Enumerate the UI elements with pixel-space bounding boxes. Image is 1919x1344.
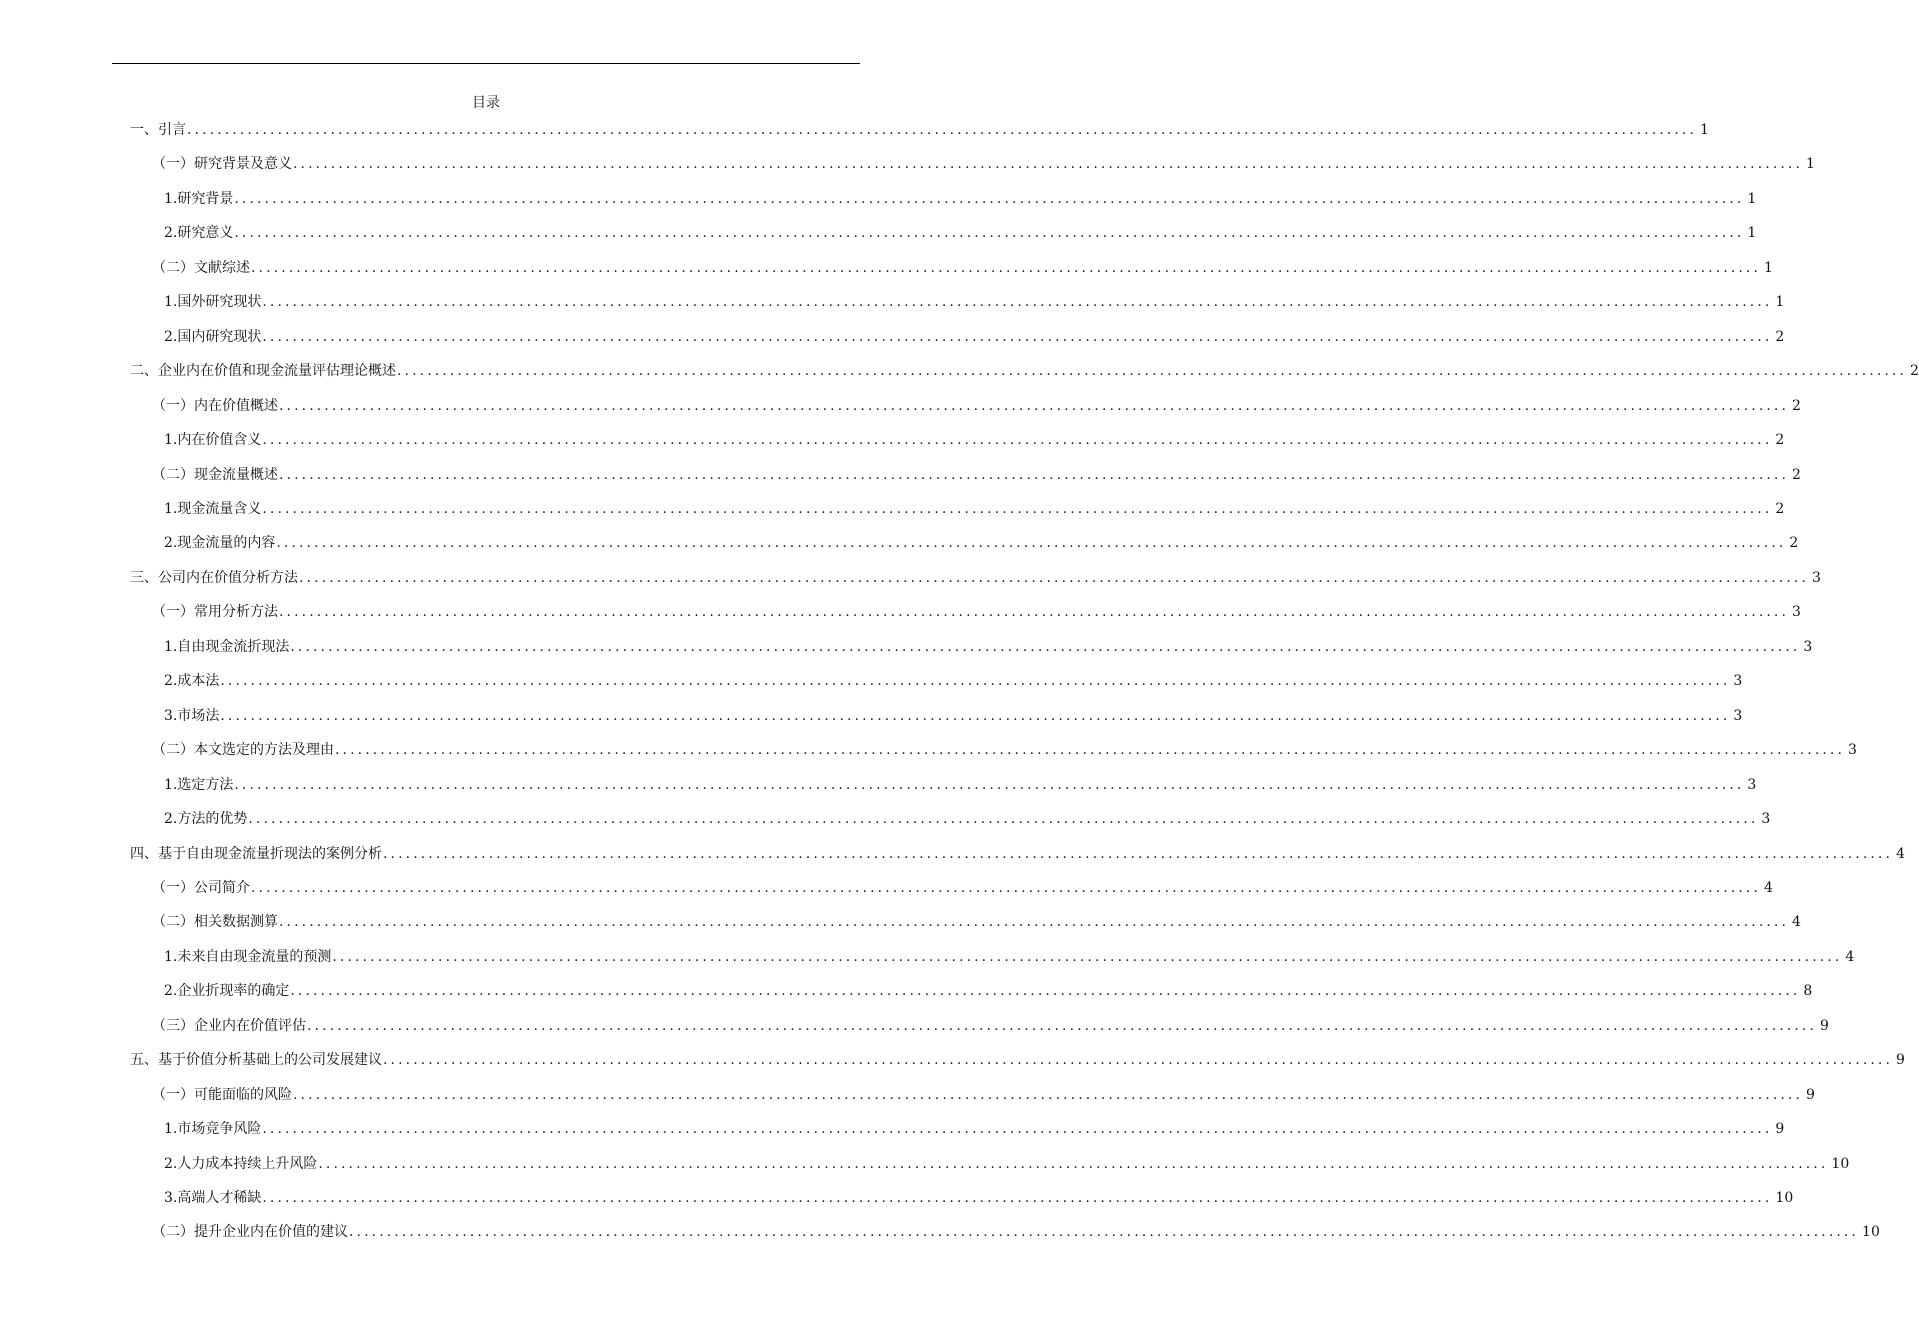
toc-entry-page-number: 4 (1896, 845, 1905, 862)
toc-entry[interactable] (164, 808, 1771, 830)
toc-entry[interactable] (164, 326, 1785, 348)
toc-dot-leader: ........................................................................................................................................................................................................ (248, 811, 1759, 827)
toc-entry-label: （二）本文选定的方法及理由 (152, 742, 334, 759)
toc-entry-page-number: 9 (1820, 1017, 1829, 1034)
toc-dot-leader: ........................................................................................................................................................................................................ (262, 328, 1773, 345)
toc-entry-page-number: 3 (1733, 707, 1743, 724)
toc-entry-page-number: 3 (1812, 569, 1821, 586)
toc-entry[interactable] (152, 395, 1801, 417)
toc-entry-page-number: 2 (1775, 328, 1785, 345)
toc-entry[interactable] (130, 119, 1709, 141)
toc-dot-leader: ........................................................................................................................................................................................................ (293, 156, 1804, 173)
toc-entry-page-number: 1 (1764, 259, 1773, 276)
toc-entry[interactable] (152, 911, 1801, 933)
toc-dot-leader: ........................................................................................................................................................................................................ (383, 845, 1894, 862)
toc-dot-leader: ........................................................................................................................................................................................................ (262, 501, 1773, 517)
toc-entry[interactable] (164, 774, 1757, 796)
toc-entry-label: 1.市场竞争风险 (164, 1121, 262, 1138)
toc-entry[interactable] (130, 567, 1821, 589)
toc-entry-page-number: 8 (1803, 983, 1813, 1000)
toc-entry-label: 2.企业折现率的确定 (164, 983, 290, 1000)
toc-dot-leader: ........................................................................................................................................................................................................ (234, 776, 1745, 793)
toc-entry-label: （二）文献综述 (152, 259, 250, 276)
toc-entry[interactable] (152, 257, 1773, 279)
toc-dot-leader: ........................................................................................................................................................................................................ (290, 983, 1801, 1000)
toc-entry-label: 1.研究背景 (164, 190, 234, 207)
toc-dot-leader: ........................................................................................................................................................................................................ (383, 1052, 1894, 1069)
toc-entry-label: 2.国内研究现状 (164, 328, 262, 345)
toc-dot-leader: ........................................................................................................................................................................................................ (279, 604, 1790, 621)
toc-entry[interactable] (164, 1118, 1785, 1140)
toc-entry[interactable] (164, 498, 1785, 520)
toc-entry-label: 1.自由现金流折现法 (164, 638, 290, 655)
toc-entry-label: 1.选定方法 (164, 776, 234, 793)
toc-entry-page-number: 9 (1806, 1086, 1815, 1103)
toc-entry-label: 2.成本法 (164, 673, 220, 690)
toc-entry-label: （二）现金流量概述 (152, 466, 278, 483)
toc-entry-page-number: 2 (1910, 363, 1919, 380)
toc-dot-leader: ........................................................................................................................................................................................................ (279, 914, 1790, 931)
toc-entry-label: 3.高端人才稀缺 (164, 1190, 262, 1206)
toc-entry[interactable] (152, 1015, 1829, 1037)
toc-entry[interactable] (164, 670, 1743, 692)
toc-entry-page-number: 9 (1775, 1121, 1785, 1138)
toc-entry-label: （一）常用分析方法 (152, 604, 278, 621)
toc-entry-page-number: 10 (1775, 1190, 1794, 1206)
toc-entry-label: 五、基于价值分析基础上的公司发展建议 (130, 1052, 382, 1069)
toc-entry-page-number: 10 (1862, 1224, 1880, 1241)
toc-entry[interactable] (164, 980, 1813, 1002)
toc-dot-leader: ........................................................................................................................................................................................................ (279, 397, 1790, 414)
toc-dot-leader: ........................................................................................................................................................................................................ (262, 432, 1773, 449)
toc-dot-leader: ........................................................................................................................................................................................................ (332, 948, 1843, 965)
toc-entry-label: 三、公司内在价值分析方法 (130, 569, 298, 586)
toc-dot-leader: ........................................................................................................................................................................................................ (307, 1017, 1818, 1034)
toc-entry-label: 二、企业内在价值和现金流量评估理论概述 (130, 363, 396, 380)
toc-entry-page-number: 4 (1792, 914, 1801, 931)
toc-entry-label: 2.人力成本持续上升风险 (164, 1155, 318, 1172)
toc-entry-label: （一）研究背景及意义 (152, 156, 292, 173)
toc-dot-leader: ........................................................................................................................................................................................................ (251, 259, 1762, 276)
toc-entry[interactable] (152, 153, 1815, 175)
toc-dot-leader: ........................................................................................................................................................................................................ (335, 742, 1846, 759)
toc-entry[interactable] (152, 464, 1801, 486)
toc-dot-leader: ........................................................................................................................................................................................................ (251, 879, 1762, 896)
toc-entry-page-number: 2 (1775, 432, 1785, 449)
toc-entry-label: 1.现金流量含义 (164, 501, 262, 517)
toc-dot-leader: ........................................................................................................................................................................................................ (349, 1224, 1860, 1241)
toc-entry[interactable] (130, 1049, 1905, 1071)
toc-entry-label: 2.现金流量的内容 (164, 535, 276, 552)
toc-entry[interactable] (152, 877, 1773, 899)
toc-dot-leader: ........................................................................................................................................................................................................ (397, 363, 1908, 380)
toc-entry-page-number: 3 (1848, 742, 1857, 759)
toc-dot-leader: ........................................................................................................................................................................................................ (299, 569, 1810, 586)
toc-entry-label: （三）企业内在价值评估 (152, 1017, 306, 1034)
toc-entry-label: 1.未来自由现金流量的预测 (164, 948, 332, 965)
toc-dot-leader: ........................................................................................................................................................................................................ (262, 294, 1773, 311)
toc-entry-page-number: 3 (1761, 811, 1771, 827)
toc-entry-page-number: 2 (1789, 535, 1799, 552)
toc-entry[interactable] (152, 601, 1801, 623)
toc-entry-label: 一、引言 (130, 122, 186, 138)
toc-dot-leader: ........................................................................................................................................................................................................ (318, 1155, 1829, 1172)
toc-entry[interactable] (152, 1084, 1815, 1106)
toc-entry-page-number: 9 (1896, 1052, 1905, 1069)
toc-entry-label: 1.国外研究现状 (164, 294, 262, 311)
toc-dot-leader: ........................................................................................................................................................................................................ (290, 638, 1801, 655)
toc-entry-label: （一）公司简介 (152, 879, 250, 896)
toc-entry-label: 2.方法的优势 (164, 811, 248, 827)
toc-entry[interactable] (164, 636, 1813, 658)
toc-entry[interactable] (164, 291, 1785, 313)
page-title: 目录 (472, 95, 500, 111)
toc-entry-page-number: 1 (1747, 190, 1757, 207)
toc-entry-page-number: 3 (1733, 673, 1743, 690)
toc-entry[interactable] (164, 1153, 1850, 1175)
toc-dot-leader: ........................................................................................................................................................................................................ (234, 190, 1745, 207)
toc-entry-label: （一）内在价值概述 (152, 397, 278, 414)
toc-dot-leader: ........................................................................................................................................................................................................ (293, 1086, 1804, 1103)
toc-entry-page-number: 1 (1747, 225, 1757, 242)
toc-entry[interactable] (164, 188, 1757, 210)
toc-entry[interactable] (152, 1221, 1880, 1243)
toc-entry-label: （一）可能面临的风险 (152, 1086, 292, 1103)
toc-entry-page-number: 2 (1792, 397, 1801, 414)
toc-entry-page-number: 10 (1831, 1155, 1850, 1172)
toc-entry-label: 四、基于自由现金流量折现法的案例分析 (130, 845, 382, 862)
toc-entry-label: 1.内在价值含义 (164, 432, 262, 449)
toc-dot-leader: ........................................................................................................................................................................................................ (187, 122, 1698, 138)
toc-entry[interactable] (130, 360, 1919, 382)
toc-entry-label: 3.市场法 (164, 707, 220, 724)
toc-entry[interactable] (130, 843, 1905, 865)
toc-entry[interactable] (164, 946, 1855, 968)
toc-entry-page-number: 3 (1792, 604, 1801, 621)
toc-dot-leader: ........................................................................................................................................................................................................ (220, 673, 1731, 690)
toc-entry-label: 2.研究意义 (164, 225, 234, 242)
toc-dot-leader: ........................................................................................................................................................................................................ (262, 1190, 1773, 1206)
toc-entry-page-number: 3 (1747, 776, 1757, 793)
toc-entry-label: （二）提升企业内在价值的建议 (152, 1224, 348, 1241)
toc-entry-page-number: 1 (1806, 156, 1815, 173)
toc-dot-leader: ........................................................................................................................................................................................................ (220, 707, 1731, 724)
toc-entry[interactable] (152, 739, 1857, 761)
toc-entry-page-number: 1 (1775, 294, 1785, 311)
toc-dot-leader: ........................................................................................................................................................................................................ (276, 535, 1787, 552)
toc-entry[interactable] (164, 222, 1757, 244)
toc-entry-page-number: 3 (1803, 638, 1813, 655)
toc-entry-page-number: 2 (1792, 466, 1801, 483)
toc-entry-page-number: 4 (1764, 879, 1773, 896)
toc-entry[interactable] (164, 705, 1743, 727)
toc-entry-label: （二）相关数据测算 (152, 914, 278, 931)
toc-entry[interactable] (164, 1187, 1794, 1209)
toc-entry-page-number: 2 (1775, 501, 1785, 517)
toc-dot-leader: ........................................................................................................................................................................................................ (262, 1121, 1773, 1138)
toc-entry-page-number: 1 (1700, 122, 1709, 138)
toc-entry[interactable] (164, 429, 1785, 451)
toc-dot-leader: ........................................................................................................................................................................................................ (279, 466, 1790, 483)
toc-entry[interactable] (164, 532, 1799, 554)
toc-dot-leader: ........................................................................................................................................................................................................ (234, 225, 1745, 242)
toc-entry-page-number: 4 (1845, 948, 1855, 965)
